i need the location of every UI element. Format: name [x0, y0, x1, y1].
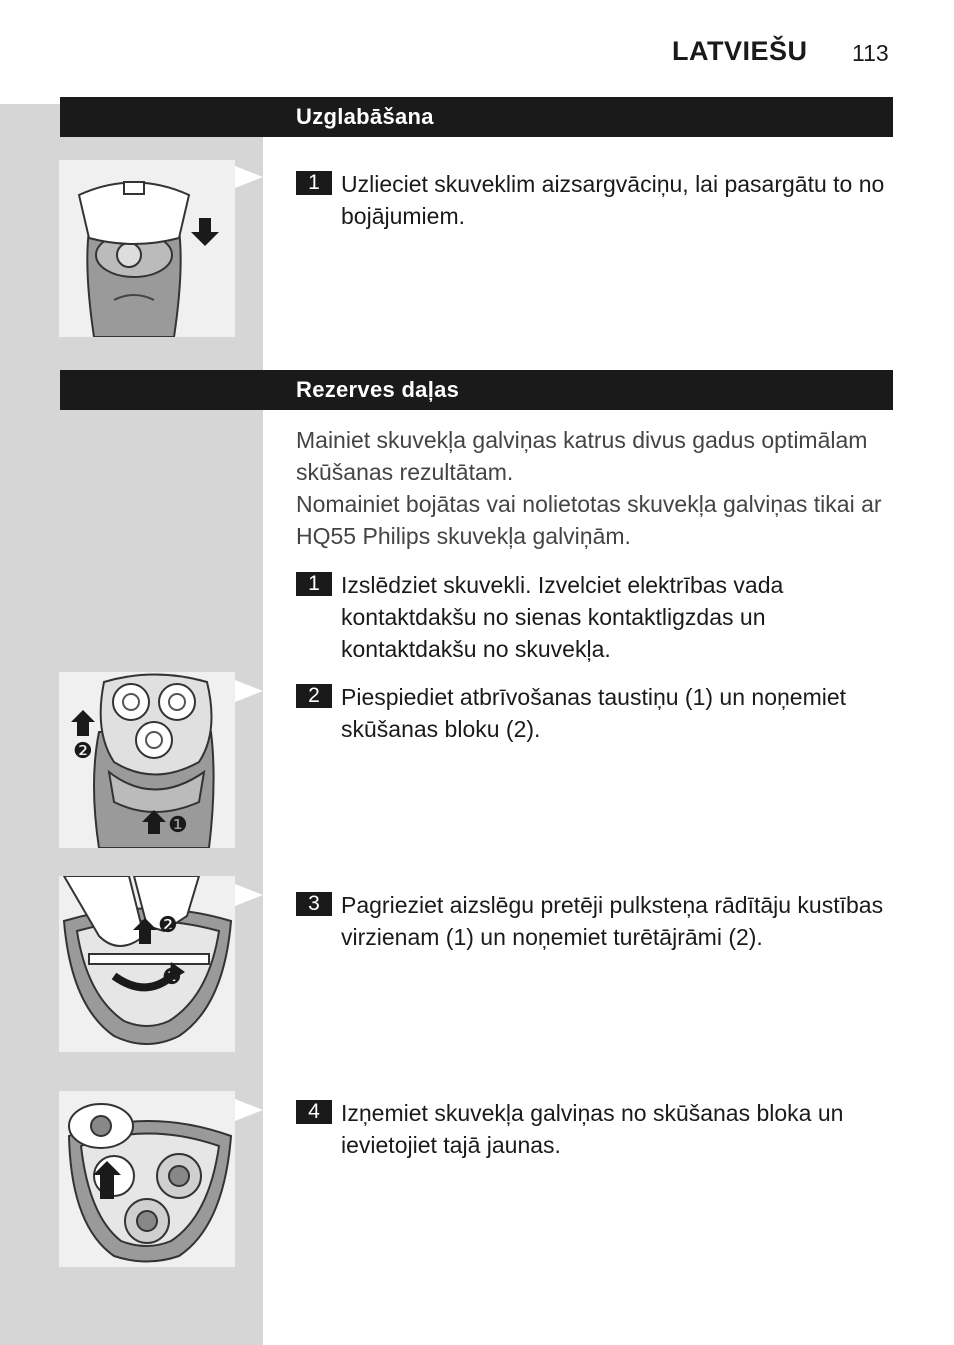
illustration-pointer: [235, 166, 263, 188]
replacement-step-4: [296, 1097, 891, 1161]
step-text: Izņemiet skuvekļa galviņas no skūšanas bloka un ievietojiet tajā jaunas.: [341, 1100, 844, 1158]
label-1: ❶: [168, 812, 188, 837]
replacement-step-3: [296, 889, 891, 953]
retaining-frame-icon: [59, 876, 235, 1052]
storage-step-1: [296, 168, 891, 232]
illustration-remove-unit: [59, 672, 235, 848]
page-number: 113: [852, 40, 889, 66]
illustration-pointer: [235, 1099, 263, 1121]
replacement-step-2: [296, 681, 891, 745]
shaving-heads-icon: [59, 1091, 235, 1267]
illustration-pointer: [235, 884, 263, 906]
step-text: Pagrieziet aizslēgu pretēji pulksteņa rādītāju kustības virzienam (1) un noņemiet turētājrāmi (2).: [341, 892, 884, 950]
replacement-step-1: [296, 569, 891, 665]
intro-text: [296, 424, 896, 552]
step-number: 4: [296, 1100, 332, 1124]
label-2: ❷: [73, 738, 93, 763]
shaver-cap-icon: [59, 160, 235, 337]
label-2: ❷: [158, 912, 178, 937]
section-bar-replacement: [60, 370, 893, 410]
illustration-remove-heads: [59, 1091, 235, 1267]
illustration-pointer: [235, 680, 263, 702]
illustration-retaining-frame: [59, 876, 235, 1052]
section-bar-storage: [60, 97, 893, 137]
step-number: 2: [296, 684, 332, 708]
intro-paragraph-2: Nomainiet bojātas vai nolietotas skuvekļa galviņas tikai ar HQ55 Philips skuvekļa galviņām.: [296, 491, 882, 549]
step-text: Izslēdziet skuvekli. Izvelciet elektrības vada kontaktdakšu no sienas kontaktligzdas un kontaktdakšu no skuvekļa.: [341, 572, 784, 662]
step-number: 3: [296, 892, 332, 916]
step-text: Uzlieciet skuveklim aizsargvāciņu, lai pasargātu to no bojājumiem.: [341, 171, 885, 229]
step-number: 1: [296, 572, 332, 596]
step-text: Piespiediet atbrīvošanas taustiņu (1) un noņemiet skūšanas bloku (2).: [341, 684, 847, 742]
illustration-cap: [59, 160, 235, 337]
intro-paragraph-1: Mainiet skuvekļa galviņas katrus divus gadus optimālam skūšanas rezultātam.: [296, 427, 868, 485]
section-title-replacement: Rezerves daļas: [296, 377, 460, 402]
section-title-storage: Uzglabāšana: [296, 104, 434, 129]
language-header: LATVIEŠU: [672, 36, 808, 66]
label-1: ❶: [162, 964, 182, 989]
step-number: 1: [296, 171, 332, 195]
